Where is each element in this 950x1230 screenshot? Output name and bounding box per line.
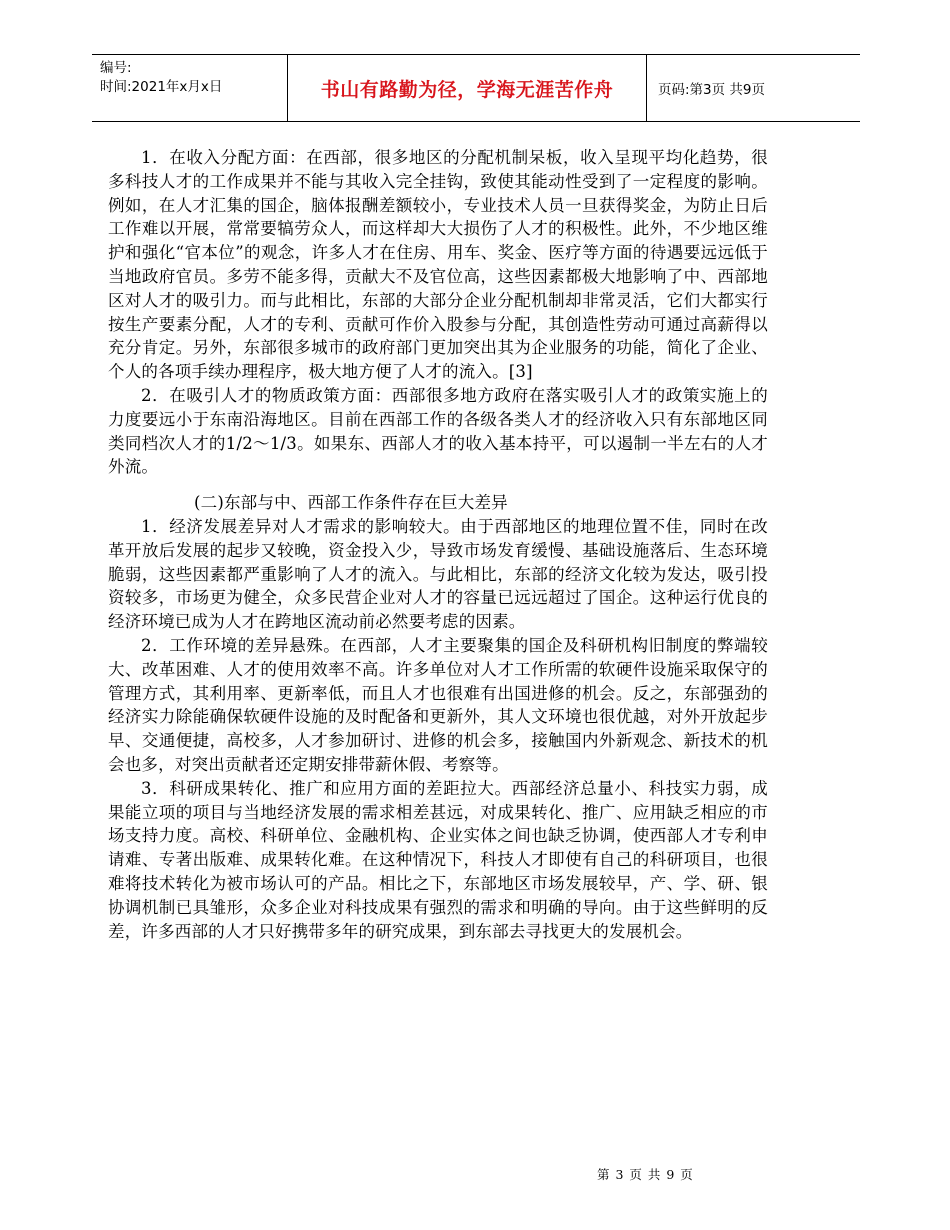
paragraph-research-transfer: 3．科研成果转化、推广和应用方面的差距拉大。西部经济总量小、科技实力弱，成果能立项的项目与当地经济发展的需求相差甚远，对成果转化、推广、应用缺乏相应的市场支持力度。高校、科研单位、金融机构、企业实体之间也缺乏协调，使西部人才专利申请难、专著出版难、成果转化难。在这种情况下，科技人才即使有自己的科研项目，也很难将技术转化为被市场认可的产品。相比之下，东部地区市场发展较早，产、学、研、银协调机制已具雏形，众多企业对科技成果有强烈的需求和明确的导向。由于这些鲜明的反差，许多西部的人才只好携带多年的研究成果，到东部去寻找更大的发展机会。 [108, 778, 768, 941]
paragraph-income-distribution: 1．在收入分配方面：在西部，很多地区的分配机制呆板，收入呈现平均化趋势，很多科技人才的工作成果并不能与其收入完全挂钩，致使其能动性受到了一定程度的影响。例如，在人才汇集的国企，脑体报酬差额较小，专业技术人员一旦获得奖金，为防止日后工作难以开展，常常要犒劳众人，而这样却大大损伤了人才的积极性。此外，不少地区维护和强化“官本位”的观念，许多人才在住房、用车、奖金、医疗等方面的待遇要远远低于当地政府官员。多劳不能多得，贡献大不及官位高，这些因素都极大地影响了中、西部地区对人才的吸引力。而与此相比，东部的大部分企业分配机制却非常灵活，它们大都实行按生产要素分配，人才的专利、贡献可作价入股参与分配，其创造性劳动可通过高薪得以充分肯定。另外，东部很多城市的政府部门更加突出其为企业服务的功能，简化了企业、个人的各项手续办理程序，极大地方便了人才的流入。[3] [108, 148, 768, 382]
page-footer: 第 3 页 共 9 页 [597, 1167, 694, 1182]
header-meta [100, 59, 222, 97]
header-page-info: 页码:第3页 共9页 [658, 82, 766, 98]
header-motto: 书山有路勤为径，学海无涯苦作舟 [320, 78, 614, 101]
paragraph-economic-difference: 1．经济发展差异对人才需求的影响较大。由于西部地区的地理位置不佳，同时在改革开放后发展的起步又较晚，资金投入少，导致市场发育缓慢、基础设施落后、生态环境脆弱，这些因素都严重影响了人才的流入。与此相比，东部的经济文化较为发达，吸引投资较多，市场更为健全，众多民营企业对人才的容量已远远超过了国企。这种运行优良的经济环境已成为人才在跨地区流动前必然要考虑的因素。 [108, 516, 768, 632]
document-number-label: 编号: [100, 60, 132, 76]
paragraph-material-policy: 2．在吸引人才的物质政策方面：西部很多地方政府在落实吸引人才的政策实施上的力度要远小于东南沿海地区。目前在西部工作的各级各类人才的经济收入只有东部地区同类同档次人才的1/2～1/3。如果东、西部人才的收入基本持平，可以遏制一半左右的人才外流。 [108, 385, 768, 477]
document-time-label: 时间:2021年x月x日 [100, 79, 223, 95]
page-header [92, 54, 860, 122]
paragraph-work-environment: 2．工作环境的差异悬殊。在西部，人才主要聚集的国企及科研机构旧制度的弊端较大、改革困难、人才的使用效率不高。许多单位对人才工作所需的软硬件设施采取保守的管理方式，其利用率、更新率低，而且人才也很难有出国进修的机会。反之，东部强劲的经济实力除能确保软硬件设施的及时配备和更新外，其人文环境也很优越，对外开放起步早、交通便捷，高校多，人才参加研讨、进修的机会多，接触国内外新观念、新技术的机会也多，对突出贡献者还定期安排带薪休假、考察等。 [108, 635, 768, 774]
header-motto-cell [287, 55, 647, 121]
document-body [108, 146, 768, 943]
section-heading: (二)东部与中、西部工作条件存在巨大差异 [194, 493, 508, 513]
